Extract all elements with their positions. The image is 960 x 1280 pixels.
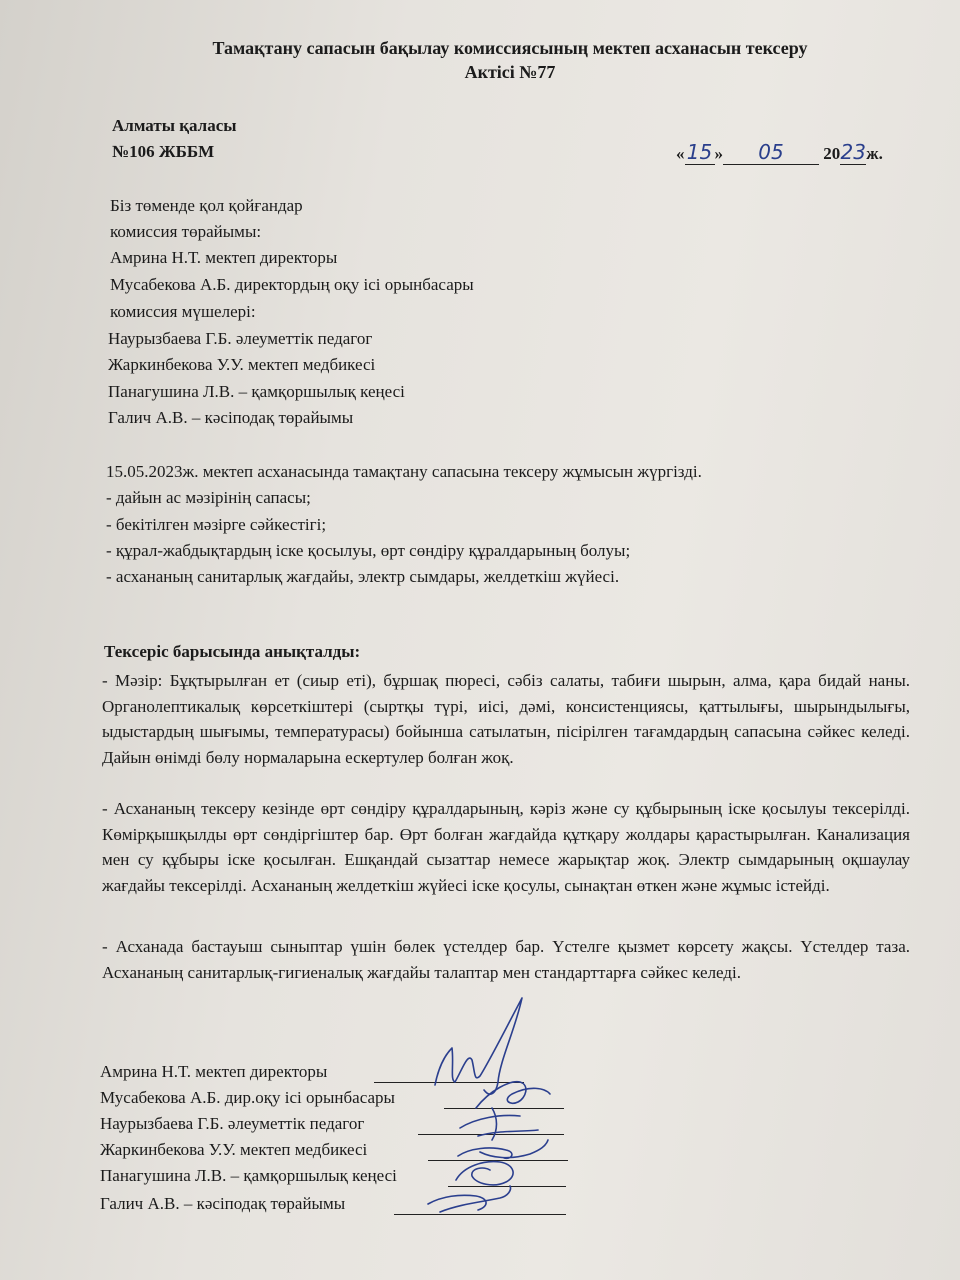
signature-mark-2 (476, 1082, 550, 1108)
signatory-row: Амрина Н.Т. мектеп директоры (100, 1062, 328, 1081)
findings-paragraph-equipment: - Асхананың тексеру кезінде өрт сөндіру құралдарының, кәріз және су құбырының іске қосылуы тексерілді. Көмірқышқылды өрт сөндіргіштер бар. Өрт болған жағдайда құтқару жолдары қарастырылған. Канализация мен су құбыры іске қосылған. Ешқандай сызаттар немесе жарықтар жоқ. Электр сымдарының оқшаулау жағдайы тексерілді. Асхананың желдеткіш жүйесі іске қосулы, сынақтан өткен және жұмыс істейді. (102, 799, 910, 896)
signatory-row: Мусабекова А.Б. дир.оқу ісі орынбасары (100, 1088, 395, 1107)
date-close-quote: » (714, 144, 723, 163)
signature-mark-4 (458, 1140, 548, 1158)
findings-heading: Тексеріс барысында анықталды: (104, 642, 361, 661)
inspection-line: - дайын ас мәзірінің сапасы; (106, 488, 311, 507)
inspection-line: 15.05.2023ж. мектеп асханасында тамақтану сапасына тексеру жұмысын жүргізді. (106, 462, 702, 481)
act-title (100, 36, 920, 84)
inspection-line: - құрал-жабдықтардың іске қосылуы, өрт сөндіру құралдарының болуы; (106, 541, 631, 560)
date-month: 05 (723, 140, 819, 165)
intro-line: Панагушина Л.В. – қамқоршылық кеңесі (108, 382, 405, 401)
city: Алматы қаласы (112, 116, 237, 135)
school-name: №106 ЖББМ (112, 142, 215, 161)
findings-paragraph-sanitary: - Асханада бастауыш сыныптар үшін бөлек үстелдер бар. Үстелге қызмет көрсету жақсы. Үстелдер таза. Асхананың санитарлық-гигиеналық жағдайы талаптар мен стандарттарға сәйкес келеді. (102, 937, 910, 982)
signature-mark-6 (428, 1186, 511, 1212)
inspection-line: - асхананың санитарлық жағдайы, электр сымдары, желдеткіш жүйесі. (106, 567, 620, 586)
date-year-prefix: 20 (823, 144, 841, 163)
inspection-line: - бекітілген мәзірге сәйкестігі; (106, 515, 327, 534)
handwritten-signatures (380, 990, 600, 1230)
signature-mark-5 (456, 1162, 513, 1185)
intro-line: Мусабекова А.Б. директордың оқу ісі орынбасары (110, 275, 474, 294)
findings-paragraph-menu: - Мәзір: Бұқтырылған ет (сиыр еті), бұршақ пюресі, сәбіз салаты, табиғи шырын, алма, қара бидай наны. Органолептикалық көрсеткіштері (сыртқы түрі, иісі, дәмі, консистенциясы, қаттылығы, шырындылығы, ыдыстардың шығымы, температурасы) бойынша сатылатын, пісірілген тағамдардың сапасына сәйкес келеді. Дайын өнімді бөлу нормаларына ескертулер болған жоқ. (102, 671, 910, 768)
signatory-row: Панагушина Л.В. – қамқоршылық кеңесі (100, 1166, 397, 1185)
intro-line: комиссия төрайымы: (110, 222, 262, 241)
intro-line: комиссия мүшелері: (110, 302, 256, 321)
date-open-quote: « (676, 144, 685, 163)
intro-line: Наурызбаева Г.Б. әлеуметтік педагог (108, 329, 373, 348)
signature-mark-3 (460, 1108, 538, 1140)
intro-line: Галич А.В. – кәсіподақ төрайымы (108, 408, 354, 427)
intro-line: Амрина Н.Т. мектеп директоры (110, 248, 338, 267)
intro-line: Біз төменде қол қойғандар (110, 196, 303, 215)
date-year-suffix: 23 (840, 140, 866, 164)
signature-mark-1 (435, 998, 522, 1094)
signatory-row: Жаркинбекова У.У. мектеп медбикесі (100, 1140, 368, 1159)
signatory-row: Галич А.В. – кәсіподақ төрайымы (100, 1194, 346, 1213)
act-date (676, 140, 883, 165)
intro-line: Жаркинбекова У.У. мектеп медбикесі (108, 355, 376, 374)
signatory-row: Наурызбаева Г.Б. әлеуметтік педагог (100, 1114, 365, 1133)
title-line-1: Тамақтану сапасын бақылау комиссиясының мектеп асханасын тексеру (212, 38, 808, 58)
date-suffix: ж. (866, 144, 883, 163)
date-day: 15 (685, 140, 715, 165)
title-line-2: Актісі №77 (464, 62, 556, 82)
